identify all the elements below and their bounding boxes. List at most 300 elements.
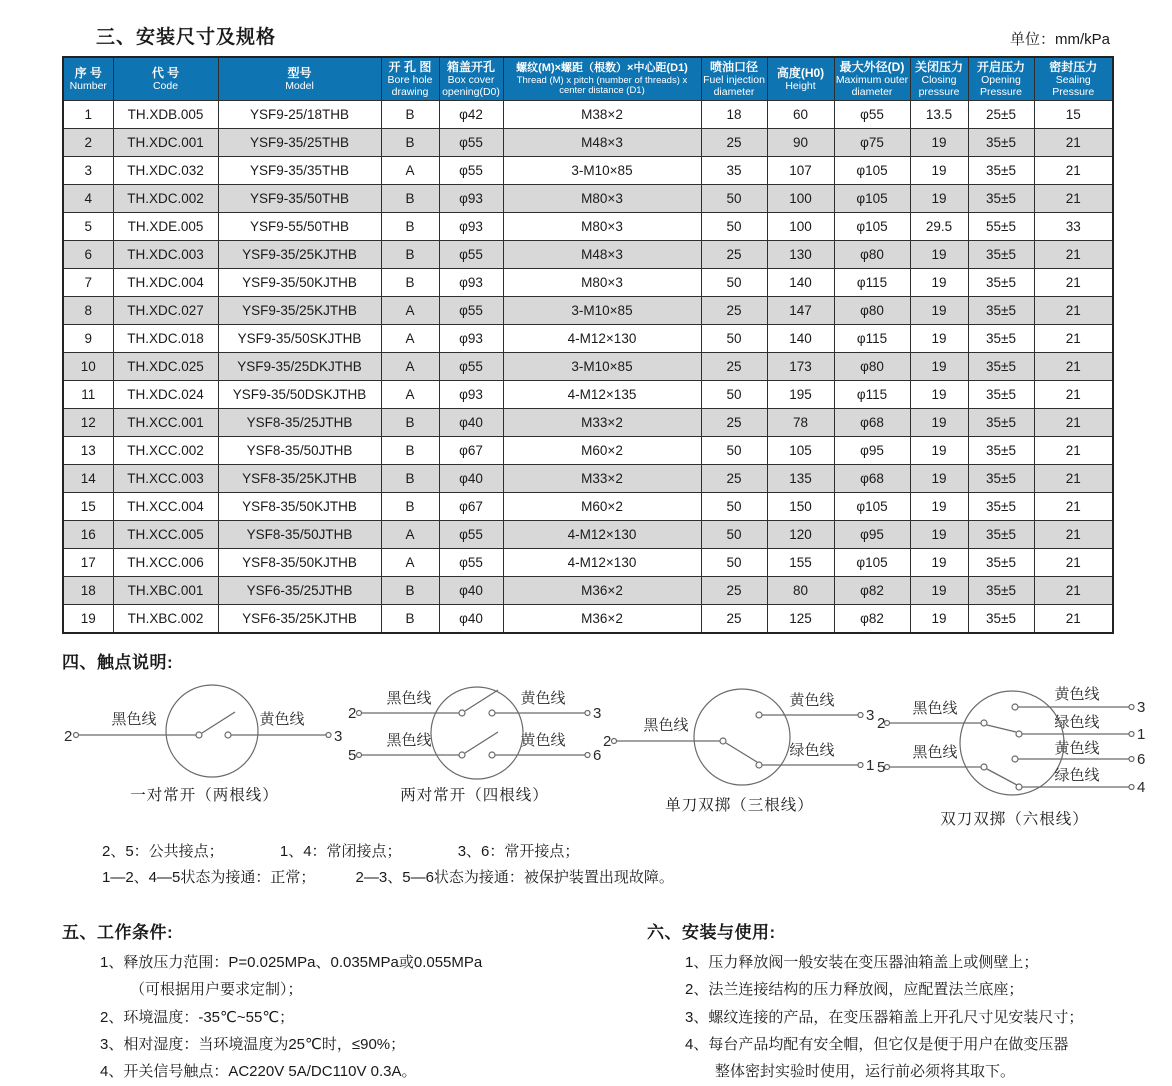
- table-cell: φ67: [439, 437, 503, 465]
- wire-label: 绿色线: [1054, 714, 1100, 732]
- table-cell: 107: [767, 157, 834, 185]
- table-cell: 100: [767, 213, 834, 241]
- table-cell: 19: [910, 521, 968, 549]
- table-cell: φ42: [439, 101, 503, 129]
- diagram-caption: 单刀双掷（三根线）: [665, 797, 814, 815]
- table-cell: φ75: [834, 129, 910, 157]
- table-cell: B: [381, 185, 439, 213]
- table-cell: M36×2: [503, 577, 701, 605]
- page-title: 三、安装尺寸及规格: [96, 27, 277, 48]
- table-cell: 35±5: [968, 185, 1034, 213]
- column-header: 螺纹(M)×螺距（根数）×中心距(D1) Thread (M) x pitch (number of threads) x center distance (D1): [503, 57, 701, 101]
- switch-diagram-icon: [877, 675, 1152, 807]
- table-row: [63, 157, 1113, 185]
- table-cell: 19: [63, 605, 113, 634]
- table-cell: 195: [767, 381, 834, 409]
- list-item: 1、释放压力范围：P=0.025MPa、0.035MPa或0.055MPa: [100, 954, 483, 972]
- table-cell: TH.XDB.005: [113, 101, 218, 129]
- table-cell: 100: [767, 185, 834, 213]
- table-cell: 25: [701, 129, 767, 157]
- list-item: 2、环境温度：-35℃~55℃；: [100, 1008, 295, 1026]
- table-cell: 105: [767, 437, 834, 465]
- table-row: [63, 381, 1113, 409]
- table-cell: 35±5: [968, 605, 1034, 634]
- table-cell: 140: [767, 269, 834, 297]
- terminal-number: 1: [866, 757, 875, 775]
- column-header: 密封压力 Sealing Pressure: [1034, 57, 1113, 101]
- table-cell: TH.XDC.003: [113, 241, 218, 269]
- table-cell: 19: [910, 241, 968, 269]
- table-cell: 3: [63, 157, 113, 185]
- switch-diagram-icon: [602, 675, 877, 793]
- diagram-dpdt: [877, 675, 1152, 829]
- table-cell: 35±5: [968, 325, 1034, 353]
- working-conditions-list: [62, 949, 647, 1085]
- table-cell: 50: [701, 269, 767, 297]
- table-cell: B: [381, 409, 439, 437]
- table-cell: φ105: [834, 185, 910, 213]
- table-row: [63, 353, 1113, 381]
- table-cell: 21: [1034, 409, 1113, 437]
- spec-table: [62, 56, 1114, 634]
- table-row: [63, 605, 1113, 634]
- table-cell: 21: [1034, 493, 1113, 521]
- table-cell: 9: [63, 325, 113, 353]
- list-item: 4、每台产品均配有安全帽，但它仅是便于用户在做变压器: [685, 1035, 1069, 1053]
- table-cell: φ115: [834, 325, 910, 353]
- table-cell: φ93: [439, 185, 503, 213]
- table-cell: 19: [910, 409, 968, 437]
- table-cell: φ80: [834, 241, 910, 269]
- table-cell: 25: [701, 465, 767, 493]
- table-cell: B: [381, 437, 439, 465]
- wire-label: 黑色线: [912, 744, 958, 762]
- table-cell: 50: [701, 549, 767, 577]
- wire-label: 黑色线: [912, 700, 958, 718]
- table-cell: TH.XDC.002: [113, 185, 218, 213]
- page-header: [62, 22, 1112, 49]
- table-cell: B: [381, 605, 439, 634]
- table-cell: φ105: [834, 213, 910, 241]
- table-cell: A: [381, 325, 439, 353]
- wire-label: 绿色线: [1054, 767, 1100, 785]
- table-cell: φ55: [439, 353, 503, 381]
- table-cell: φ55: [439, 157, 503, 185]
- table-cell: M80×3: [503, 185, 701, 213]
- wire-label: 黄色线: [789, 692, 835, 710]
- table-cell: TH.XCC.003: [113, 465, 218, 493]
- table-cell: 21: [1034, 381, 1113, 409]
- table-cell: φ40: [439, 605, 503, 634]
- terminal-number: 3: [334, 728, 343, 746]
- terminal-number: 2: [348, 705, 357, 723]
- table-cell: B: [381, 129, 439, 157]
- table-cell: φ55: [439, 241, 503, 269]
- table-cell: 21: [1034, 465, 1113, 493]
- column-header: 关闭压力 Closing pressure: [910, 57, 968, 101]
- table-cell: 35±5: [968, 465, 1034, 493]
- table-cell: 21: [1034, 325, 1113, 353]
- table-cell: TH.XBC.002: [113, 605, 218, 634]
- list-item: 2、法兰连接结构的压力释放阀，应配置法兰底座；: [685, 981, 1024, 999]
- table-cell: φ68: [834, 409, 910, 437]
- note-item: 3、6：常开接点；: [457, 843, 580, 861]
- table-cell: 35±5: [968, 381, 1034, 409]
- table-cell: 78: [767, 409, 834, 437]
- working-conditions-title: 五、工作条件:: [62, 923, 174, 943]
- table-cell: 60: [767, 101, 834, 129]
- table-cell: A: [381, 297, 439, 325]
- list-item: 3、相对湿度：当环境温度为25℃时，≤90%；: [100, 1035, 406, 1053]
- table-row: [63, 269, 1113, 297]
- table-cell: A: [381, 353, 439, 381]
- table-cell: TH.XDC.024: [113, 381, 218, 409]
- installation-section: [647, 904, 1162, 1085]
- table-cell: 19: [910, 549, 968, 577]
- table-cell: 19: [910, 465, 968, 493]
- table-cell: φ55: [439, 549, 503, 577]
- table-cell: TH.XDC.032: [113, 157, 218, 185]
- table-cell: 35±5: [968, 269, 1034, 297]
- table-cell: 35±5: [968, 409, 1034, 437]
- table-cell: φ95: [834, 521, 910, 549]
- table-cell: 35±5: [968, 549, 1034, 577]
- diagram-caption: 一对常开（两根线）: [130, 787, 279, 805]
- table-cell: 25: [701, 577, 767, 605]
- table-cell: 21: [1034, 157, 1113, 185]
- table-cell: B: [381, 241, 439, 269]
- table-cell: B: [381, 577, 439, 605]
- table-cell: M60×2: [503, 493, 701, 521]
- table-cell: 21: [1034, 297, 1113, 325]
- table-row: [63, 213, 1113, 241]
- terminal-number: 2: [877, 715, 886, 733]
- contacts-section-title: 四、触点说明:: [62, 653, 174, 673]
- table-cell: 35±5: [968, 521, 1034, 549]
- table-cell: TH.XCC.005: [113, 521, 218, 549]
- terminal-number: 5: [348, 747, 357, 765]
- table-cell: 50: [701, 437, 767, 465]
- table-cell: M38×2: [503, 101, 701, 129]
- table-cell: TH.XDC.018: [113, 325, 218, 353]
- table-cell: 4: [63, 185, 113, 213]
- table-cell: 19: [910, 297, 968, 325]
- table-cell: YSF9-35/50SKJTHB: [218, 325, 381, 353]
- table-cell: 3-M10×85: [503, 157, 701, 185]
- table-cell: TH.XCC.006: [113, 549, 218, 577]
- table-cell: YSF9-35/35THB: [218, 157, 381, 185]
- contact-notes-line2: [102, 865, 1152, 891]
- table-cell: 16: [63, 521, 113, 549]
- table-cell: 55±5: [968, 213, 1034, 241]
- bottom-sections: [62, 904, 1162, 1085]
- table-cell: φ115: [834, 381, 910, 409]
- table-cell: YSF8-35/50JTHB: [218, 521, 381, 549]
- table-cell: 50: [701, 325, 767, 353]
- table-cell: YSF6-35/25JTHB: [218, 577, 381, 605]
- table-cell: 21: [1034, 549, 1113, 577]
- table-cell: YSF8-35/50KJTHB: [218, 493, 381, 521]
- table-cell: 14: [63, 465, 113, 493]
- column-header: 开 孔 图 Bore hole drawing: [381, 57, 439, 101]
- terminal-number: 2: [64, 728, 73, 746]
- terminal-number: 3: [593, 705, 602, 723]
- table-cell: 13: [63, 437, 113, 465]
- table-cell: A: [381, 549, 439, 577]
- table-cell: 19: [910, 381, 968, 409]
- table-cell: 4-M12×130: [503, 325, 701, 353]
- table-cell: TH.XDC.027: [113, 297, 218, 325]
- table-cell: 10: [63, 353, 113, 381]
- unit-label: 单位：mm/kPa: [1009, 31, 1110, 48]
- table-cell: 147: [767, 297, 834, 325]
- table-cell: 7: [63, 269, 113, 297]
- table-cell: TH.XDC.004: [113, 269, 218, 297]
- table-cell: B: [381, 465, 439, 493]
- table-cell: 21: [1034, 577, 1113, 605]
- table-cell: φ105: [834, 157, 910, 185]
- table-cell: 5: [63, 213, 113, 241]
- table-row: [63, 465, 1113, 493]
- table-cell: YSF9-55/50THB: [218, 213, 381, 241]
- table-cell: 25: [701, 409, 767, 437]
- table-cell: φ55: [439, 297, 503, 325]
- table-cell: 155: [767, 549, 834, 577]
- table-cell: 19: [910, 353, 968, 381]
- table-cell: 35±5: [968, 241, 1034, 269]
- list-item: （可根据用户要求定制）；: [130, 981, 303, 999]
- table-cell: YSF8-35/25JTHB: [218, 409, 381, 437]
- wire-label: 黑色线: [386, 732, 432, 750]
- table-row: [63, 101, 1113, 129]
- table-row: [63, 241, 1113, 269]
- wire-label: 黑色线: [643, 717, 689, 735]
- table-cell: 3-M10×85: [503, 353, 701, 381]
- table-row: [63, 297, 1113, 325]
- table-cell: 25: [701, 297, 767, 325]
- contact-diagrams: [62, 675, 1152, 829]
- table-cell: φ55: [439, 521, 503, 549]
- table-cell: B: [381, 101, 439, 129]
- table-cell: B: [381, 269, 439, 297]
- table-cell: φ93: [439, 325, 503, 353]
- table-cell: 15: [63, 493, 113, 521]
- table-cell: 35±5: [968, 297, 1034, 325]
- table-cell: 125: [767, 605, 834, 634]
- table-cell: φ40: [439, 577, 503, 605]
- table-cell: YSF8-35/25KJTHB: [218, 465, 381, 493]
- table-cell: 19: [910, 185, 968, 213]
- table-cell: 25: [701, 241, 767, 269]
- terminal-number: 6: [1137, 751, 1146, 769]
- table-cell: 19: [910, 605, 968, 634]
- table-cell: 21: [1034, 605, 1113, 634]
- table-cell: 4-M12×130: [503, 521, 701, 549]
- table-cell: M33×2: [503, 409, 701, 437]
- table-cell: 35±5: [968, 437, 1034, 465]
- table-cell: 21: [1034, 241, 1113, 269]
- diagram-one-pair-no: [62, 675, 347, 805]
- column-header: 开启压力 Opening Pressure: [968, 57, 1034, 101]
- table-row: [63, 185, 1113, 213]
- terminal-number: 3: [866, 707, 875, 725]
- table-cell: 21: [1034, 185, 1113, 213]
- table-cell: 25: [701, 353, 767, 381]
- table-cell: φ82: [834, 577, 910, 605]
- column-header: 箱盖开孔 Box cover opening(D0): [439, 57, 503, 101]
- contact-notes-line1: [102, 839, 1152, 865]
- table-cell: φ93: [439, 381, 503, 409]
- wire-label: 黄色线: [259, 711, 305, 729]
- table-cell: 13.5: [910, 101, 968, 129]
- table-cell: 35±5: [968, 493, 1034, 521]
- table-cell: YSF9-35/25THB: [218, 129, 381, 157]
- column-header: 代 号 Code: [113, 57, 218, 101]
- table-cell: 1: [63, 101, 113, 129]
- table-cell: TH.XCC.001: [113, 409, 218, 437]
- table-cell: 90: [767, 129, 834, 157]
- table-cell: 19: [910, 157, 968, 185]
- note-item: 1—2、4—5状态为接通：正常；: [102, 868, 316, 886]
- table-cell: TH.XDE.005: [113, 213, 218, 241]
- wire-label: 绿色线: [789, 742, 835, 760]
- table-cell: 140: [767, 325, 834, 353]
- terminal-number: 5: [877, 759, 886, 777]
- spec-table-header-row: [63, 57, 1113, 101]
- table-cell: M48×3: [503, 129, 701, 157]
- table-cell: TH.XDC.025: [113, 353, 218, 381]
- diagram-caption: 两对常开（四根线）: [400, 787, 549, 805]
- terminal-number: 3: [1137, 699, 1146, 717]
- table-cell: YSF8-35/50KJTHB: [218, 549, 381, 577]
- table-cell: φ40: [439, 409, 503, 437]
- table-cell: 35±5: [968, 129, 1034, 157]
- table-row: [63, 577, 1113, 605]
- table-cell: 18: [701, 101, 767, 129]
- table-cell: M33×2: [503, 465, 701, 493]
- wire-label: 黑色线: [386, 690, 432, 708]
- table-cell: M60×2: [503, 437, 701, 465]
- table-cell: M80×3: [503, 269, 701, 297]
- wire-label: 黄色线: [1054, 686, 1100, 704]
- table-cell: YSF9-25/18THB: [218, 101, 381, 129]
- terminal-number: 1: [1137, 726, 1146, 744]
- wire-label: 黄色线: [520, 690, 566, 708]
- table-cell: φ93: [439, 269, 503, 297]
- table-cell: YSF8-35/50JTHB: [218, 437, 381, 465]
- wire-label: 黑色线: [111, 711, 157, 729]
- table-cell: YSF9-35/25DKJTHB: [218, 353, 381, 381]
- table-cell: M80×3: [503, 213, 701, 241]
- table-cell: 19: [910, 325, 968, 353]
- installation-title: 六、安装与使用:: [647, 923, 776, 943]
- table-cell: 21: [1034, 521, 1113, 549]
- switch-diagram-icon: [62, 675, 347, 783]
- table-cell: TH.XDC.001: [113, 129, 218, 157]
- table-cell: 4-M12×130: [503, 549, 701, 577]
- table-cell: 130: [767, 241, 834, 269]
- spec-table-body: [63, 101, 1113, 634]
- table-cell: TH.XCC.004: [113, 493, 218, 521]
- note-item: 1、4：常闭接点；: [279, 843, 402, 861]
- table-cell: 33: [1034, 213, 1113, 241]
- table-cell: 21: [1034, 269, 1113, 297]
- table-cell: 19: [910, 269, 968, 297]
- table-cell: 11: [63, 381, 113, 409]
- table-cell: 19: [910, 493, 968, 521]
- terminal-number: 6: [593, 747, 602, 765]
- table-cell: 19: [910, 129, 968, 157]
- table-cell: 35±5: [968, 157, 1034, 185]
- table-cell: 150: [767, 493, 834, 521]
- note-item: 2—3、5—6状态为接通：被保护装置出现故障。: [355, 868, 674, 886]
- table-cell: φ80: [834, 353, 910, 381]
- table-cell: A: [381, 157, 439, 185]
- working-conditions-section: [62, 904, 647, 1085]
- table-cell: B: [381, 493, 439, 521]
- diagram-caption: 双刀双掷（六根线）: [940, 811, 1089, 829]
- contact-notes: [102, 839, 1152, 890]
- table-cell: 19: [910, 577, 968, 605]
- table-cell: 120: [767, 521, 834, 549]
- switch-diagram-icon: [347, 675, 602, 783]
- table-cell: 4-M12×135: [503, 381, 701, 409]
- list-item: 整体密封实验时使用，运行前必须将其取下。: [715, 1063, 1016, 1081]
- table-row: [63, 549, 1113, 577]
- table-cell: 25±5: [968, 101, 1034, 129]
- diagram-spdt: [602, 675, 877, 815]
- list-item: 4、开关信号触点：AC220V 5A/DC110V 0.3A。: [100, 1063, 417, 1081]
- table-cell: φ105: [834, 549, 910, 577]
- table-row: [63, 521, 1113, 549]
- table-cell: φ40: [439, 465, 503, 493]
- table-row: [63, 129, 1113, 157]
- diagram-two-pair-no: [347, 675, 602, 805]
- table-row: [63, 493, 1113, 521]
- table-cell: 8: [63, 297, 113, 325]
- column-header: 高度(H0) Height: [767, 57, 834, 101]
- wire-label: 黄色线: [520, 732, 566, 750]
- table-cell: 2: [63, 129, 113, 157]
- table-cell: YSF9-35/50KJTHB: [218, 269, 381, 297]
- table-cell: TH.XCC.002: [113, 437, 218, 465]
- table-cell: 3-M10×85: [503, 297, 701, 325]
- table-cell: 50: [701, 213, 767, 241]
- table-cell: 17: [63, 549, 113, 577]
- table-cell: YSF9-35/25KJTHB: [218, 241, 381, 269]
- list-item: 3、螺纹连接的产品，在变压器箱盖上开孔尺寸见安装尺寸；: [685, 1008, 1084, 1026]
- table-cell: 50: [701, 493, 767, 521]
- table-cell: M36×2: [503, 605, 701, 634]
- table-cell: A: [381, 521, 439, 549]
- table-cell: B: [381, 213, 439, 241]
- table-row: [63, 325, 1113, 353]
- table-cell: YSF6-35/25KJTHB: [218, 605, 381, 634]
- table-cell: 19: [910, 437, 968, 465]
- table-cell: φ80: [834, 297, 910, 325]
- column-header: 喷油口径 Fuel injection diameter: [701, 57, 767, 101]
- table-cell: φ82: [834, 605, 910, 634]
- table-cell: 21: [1034, 353, 1113, 381]
- table-cell: 35±5: [968, 353, 1034, 381]
- table-cell: 135: [767, 465, 834, 493]
- column-header: 型号 Model: [218, 57, 381, 101]
- installation-list: [647, 949, 1162, 1085]
- table-cell: M48×3: [503, 241, 701, 269]
- table-cell: YSF9-35/50THB: [218, 185, 381, 213]
- table-cell: φ115: [834, 269, 910, 297]
- table-cell: 50: [701, 381, 767, 409]
